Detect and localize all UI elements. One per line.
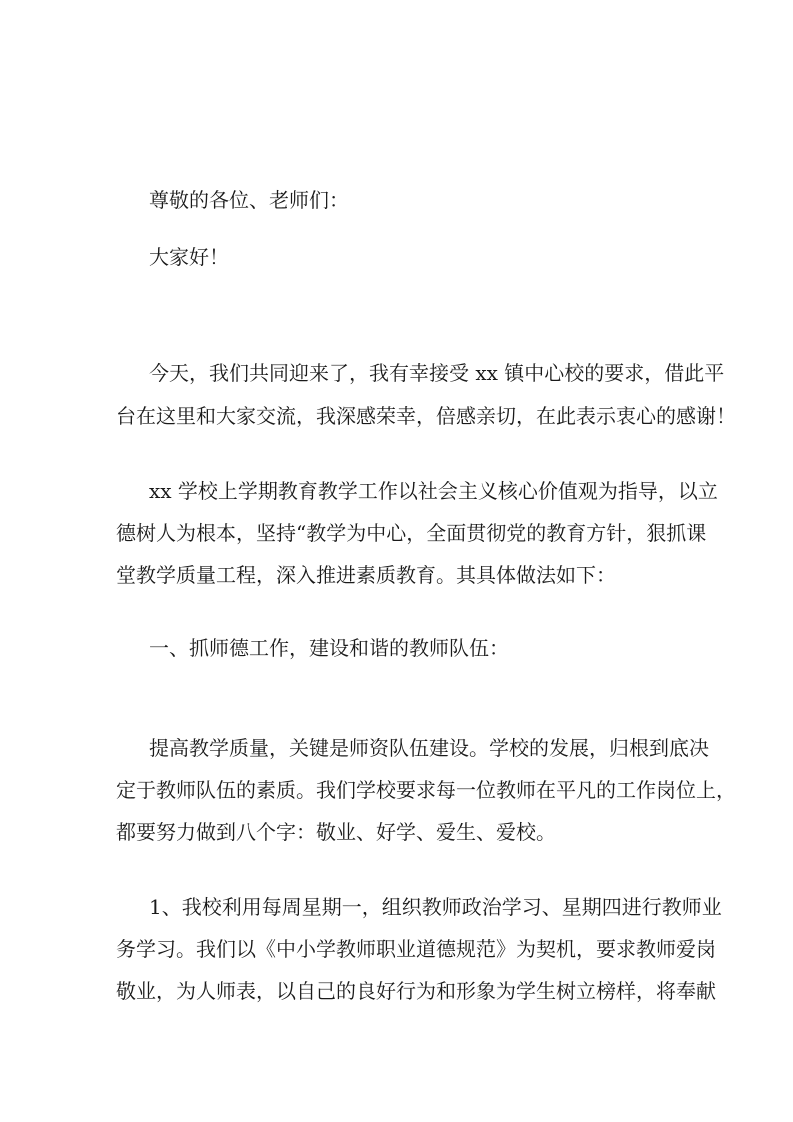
paragraph-intro	[116, 352, 736, 437]
text-line: 台在这里和大家交流，我深感荣幸，倍感亲切，在此表示衷心的感谢！	[116, 404, 736, 428]
paragraph-item-1	[116, 886, 722, 1012]
paragraph-overview	[116, 470, 718, 596]
text-line: 今天，我们共同迎来了，我有幸接受 xx 镇中心校的要求，借此平	[149, 361, 725, 385]
text-line: 一、抓师德工作，建设和谐的教师队伍：	[149, 636, 509, 660]
text-line: xx 学校上学期教育教学工作以社会主义核心价值观为指导，以立	[149, 479, 718, 503]
greeting	[116, 236, 698, 278]
paragraph-teacher-quality	[116, 727, 736, 853]
text-line: 大家好！	[149, 245, 229, 269]
text-line: 堂教学质量工程，深入推进素质教育。其具体做法如下：	[116, 563, 616, 587]
text-line: 尊敬的各位、老师们：	[149, 188, 349, 212]
text-line: 德树人为根本，坚持“教学为中心，全面贯彻党的教育方针，狠抓课	[116, 521, 707, 545]
salutation	[116, 179, 698, 221]
text-line: 提高教学质量，关键是师资队伍建设。学校的发展，归根到底决	[149, 736, 709, 760]
text-line: 务学习。我们以《中小学教师职业道德规范》为契机，要求教师爱岗	[116, 937, 716, 961]
text-line: 都要努力做到八个字：敬业、好学、爱生、爱校。	[116, 820, 556, 844]
text-line: 敬业，为人师表，以自己的良好行为和形象为学生树立榜样，将奉献	[116, 979, 716, 1003]
section-heading	[116, 627, 698, 669]
text-line: 1、我校利用每周星期一，组织教师政治学习、星期四进行教师业	[149, 895, 722, 919]
text-line: 定于教师队伍的素质。我们学校要求每一位教师在平凡的工作岗位上，	[116, 778, 736, 802]
